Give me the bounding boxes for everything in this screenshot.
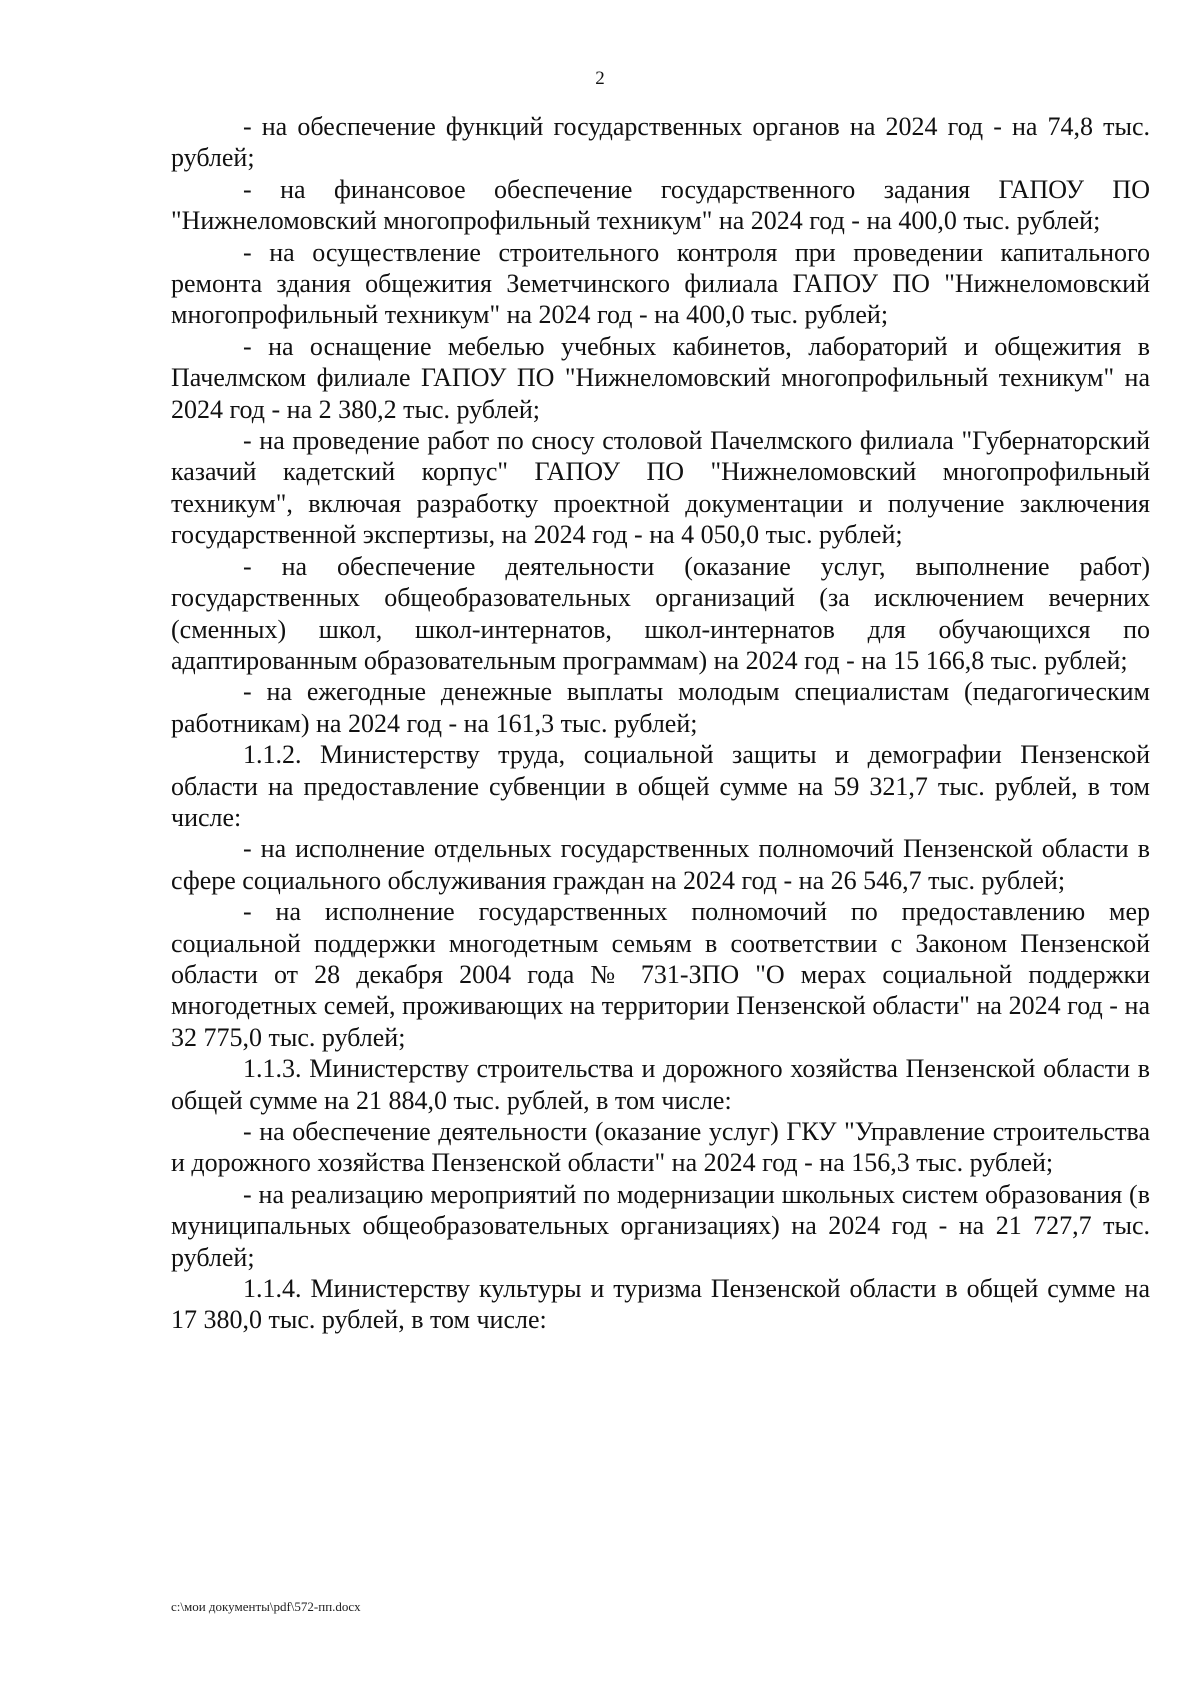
paragraph: - на реализацию мероприятий по модернизации школьных систем образования (в муниципальных общеобразовательных организациях) на 2024 год - на 21 727,7 тыс. рублей; bbox=[171, 1179, 1150, 1272]
paragraph: - на обеспечение функций государственных органов на 2024 год - на 74,8 тыс. рублей; bbox=[171, 112, 1150, 173]
paragraph: - на исполнение отдельных государственных полномочий Пензенской области в сфере социального обслуживания граждан на 2024 год - на 26 546,7 тыс. рублей; bbox=[171, 834, 1150, 895]
document-body bbox=[171, 111, 1150, 1336]
paragraph: - на обеспечение деятельности (оказание услуг, выполнение работ) государственных общеобразовательных организаций (за исключением вечерних (сменных) школ, школ-интернатов, школ-интернатов для обучающихся по адаптированным образовательным программам) на 2024 год - на 15 166,8 тыс. рублей; bbox=[171, 551, 1150, 675]
section-paragraph: 1.1.4. Министерству культуры и туризма Пензенской области в общей сумме на 17 380,0 тыс. рублей, в том числе: bbox=[171, 1274, 1150, 1335]
file-path-footer: c:\мои документы\pdf\572-пп.docx bbox=[171, 1599, 361, 1614]
section-paragraph: 1.1.3. Министерству строительства и дорожного хозяйства Пензенской области в общей сумме на 21 884,0 тыс. рублей, в том числе: bbox=[171, 1054, 1150, 1115]
paragraph: - на исполнение государственных полномочий по предоставлению мер социальной поддержки многодетным семьям в соответствии с Законом Пензенской области от 28 декабря 2004 года № 731-ЗПО "О мерах социальной поддержки многодетных семей, проживающих на территории Пензенской области" на 2024 год - на 32 775,0 тыс. рублей; bbox=[171, 897, 1150, 1052]
paragraph: - на финансовое обеспечение государственного задания ГАПОУ ПО "Нижнеломовский многопрофильный техникум" на 2024 год - на 400,0 тыс. рублей; bbox=[171, 174, 1150, 236]
paragraph: - на осуществление строительного контроля при проведении капитального ремонта здания общежития Земетчинского филиала ГАПОУ ПО "Нижнеломовский многопрофильный техникум" на 2024 год - на 400,0 тыс. рублей; bbox=[171, 237, 1150, 330]
paragraph: - на обеспечение деятельности (оказание услуг) ГКУ "Управление строительства и дорожного хозяйства Пензенской области" на 2024 год - на 156,3 тыс. рублей; bbox=[171, 1117, 1150, 1178]
paragraph: - на ежегодные денежные выплаты молодым специалистам (педагогическим работникам) на 2024 год - на 161,3 тыс. рублей; bbox=[171, 677, 1150, 738]
section-paragraph: 1.1.2. Министерству труда, социальной защиты и демографии Пензенской области на предоставление субвенции в общей сумме на 59 321,7 тыс. рублей, в том числе: bbox=[171, 740, 1150, 832]
page-number: 2 bbox=[595, 68, 605, 89]
paragraph: - на оснащение мебелью учебных кабинетов, лабораторий и общежития в Пачелмском филиале ГАПОУ ПО "Нижнеломовский многопрофильный техникум" на 2024 год - на 2 380,2 тыс. рублей; bbox=[171, 331, 1150, 424]
paragraph: - на проведение работ по сносу столовой Пачелмского филиала "Губернаторский казачий кадетский корпус" ГАПОУ ПО "Нижнеломовский многопрофильный техникум", включая разработку проектной документации и получение заключения государственной экспертизы, на 2024 год - на 4 050,0 тыс. рублей; bbox=[171, 426, 1150, 550]
